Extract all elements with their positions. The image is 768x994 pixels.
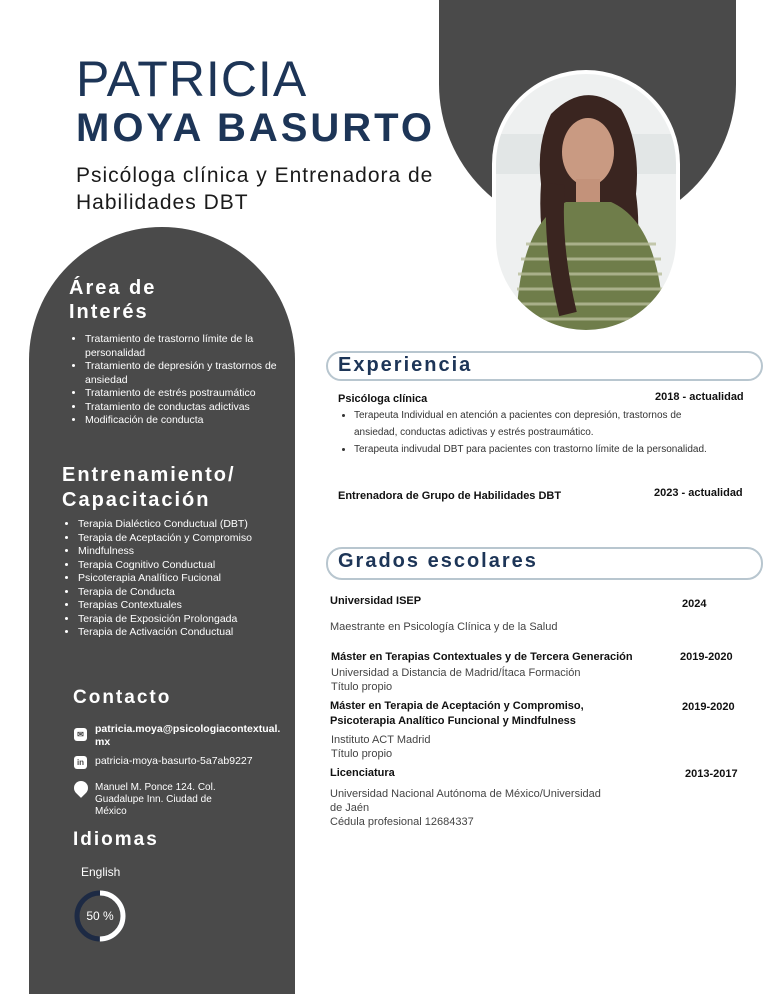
degree-detail-line: Instituto ACT Madrid xyxy=(331,734,431,746)
degree-title-line: Psicoterapia Analítico Funcional y Mindfulness xyxy=(330,715,576,727)
list-item: • Tratamiento de estrés postraumático xyxy=(85,387,285,401)
training-heading xyxy=(62,463,236,513)
profile-photo xyxy=(492,70,680,334)
list-item: • Terapia Cognitivo Conductual xyxy=(78,559,298,573)
degree-detail-line: Universidad a Distancia de Madrid/Ítaca Formación xyxy=(331,667,581,679)
education-heading: Grados escolares xyxy=(338,550,538,572)
job-title: Entrenadora de Grupo de Habilidades DBT xyxy=(338,490,562,502)
degree-date: 2013-2017 xyxy=(685,768,738,780)
contact-heading: Contacto xyxy=(73,687,172,708)
email-line1: patricia.moya@psicologiacontextual. xyxy=(95,723,281,735)
linkedin-icon: in xyxy=(74,756,87,769)
list-item: • Terapia de Aceptación y Compromiso xyxy=(78,532,298,546)
email-icon: ✉ xyxy=(74,728,87,741)
job-date: 2023 - actualidad xyxy=(654,487,743,499)
first-name: PATRICIA xyxy=(76,51,308,107)
degree-detail: Maestrante en Psicología Clínica y de la Salud xyxy=(330,621,558,633)
portrait-image xyxy=(496,74,676,330)
language-name: English xyxy=(81,865,121,879)
list-item: • Terapia de Conducta xyxy=(78,586,298,600)
list-item: • Modificación de conducta xyxy=(85,414,285,428)
list-item: • Tratamiento de depresión y trastornos de ansiedad xyxy=(85,360,285,387)
areas-heading-line1: Área de xyxy=(69,277,157,299)
list-item: • Terapia Dialéctico Conductual (DBT) xyxy=(78,518,298,532)
training-list xyxy=(62,518,298,640)
degree-detail xyxy=(330,787,601,829)
degree-detail-line: Título propio xyxy=(331,681,393,693)
degree-title xyxy=(330,699,584,729)
degree-detail xyxy=(331,666,580,694)
list-item: • Terapia de Exposición Prolongada xyxy=(78,613,298,627)
professional-title: Psicóloga clínica y Entrenadora de Habilidades DBT xyxy=(76,164,434,214)
list-item: • Terapia de Activación Conductual xyxy=(78,626,298,640)
address-line1: Manuel M. Ponce 124. Col. xyxy=(95,782,216,793)
language-level-label: 50 % xyxy=(86,909,114,923)
languages-heading: Idiomas xyxy=(73,829,159,850)
linkedin-link[interactable]: patricia-moya-basurto-5a7ab9227 xyxy=(95,755,253,767)
degree-title: Máster en Terapias Contextuales y de Tercera Generación xyxy=(331,651,633,663)
degree-title: Universidad ISEP xyxy=(330,595,422,607)
degree-date: 2024 xyxy=(682,598,707,610)
list-item: • Terapeuta indivudal DBT para pacientes con trastorno límite de la personalidad. xyxy=(354,441,709,458)
job-title: Psicóloga clínica xyxy=(338,393,428,405)
training-heading-line1: Entrenamiento/ xyxy=(62,464,236,486)
degree-title-line: Máster en Terapia de Aceptación y Compromiso, xyxy=(330,700,584,712)
degree-date: 2019-2020 xyxy=(682,701,735,713)
areas-heading-line2: Interés xyxy=(69,301,149,323)
list-item: • Tratamiento de trastorno límite de la personalidad xyxy=(85,333,285,360)
job-date: 2018 - actualidad xyxy=(655,391,744,403)
address-line3: México xyxy=(95,806,127,817)
degree-detail xyxy=(331,733,430,761)
areas-list xyxy=(69,333,285,428)
degree-date: 2019-2020 xyxy=(680,651,733,663)
list-item: • Psicoterapia Analítico Fucional xyxy=(78,572,298,586)
list-item: • Tratamiento de conductas adictivas xyxy=(85,401,285,415)
experience-heading: Experiencia xyxy=(338,354,473,376)
degree-detail-line: Cédula profesional 12684337 xyxy=(330,816,474,828)
email-line2: mx xyxy=(95,736,111,748)
degree-detail-line: Título propio xyxy=(331,748,393,760)
list-item: • Mindfulness xyxy=(78,545,298,559)
address-line2: Guadalupe Inn. Ciudad de xyxy=(95,794,212,805)
list-item: • Terapias Contextuales xyxy=(78,599,298,613)
email-link[interactable] xyxy=(95,723,280,749)
last-name: MOYA BASURTO xyxy=(76,106,436,150)
job-bullets xyxy=(338,407,709,458)
degree-title: Licenciatura xyxy=(330,767,395,779)
areas-heading xyxy=(69,276,156,324)
training-heading-line2: Capacitación xyxy=(62,489,211,511)
address xyxy=(95,782,216,818)
degree-detail-line: de Jaén xyxy=(330,802,370,814)
list-item: • Terapeuta Individual en atención a pacientes con depresión, trastornos de ansiedad, conductas adictivas y estrés postraumático. xyxy=(354,407,709,441)
degree-detail-line: Universidad Nacional Autónoma de México/Universidad xyxy=(330,788,601,800)
